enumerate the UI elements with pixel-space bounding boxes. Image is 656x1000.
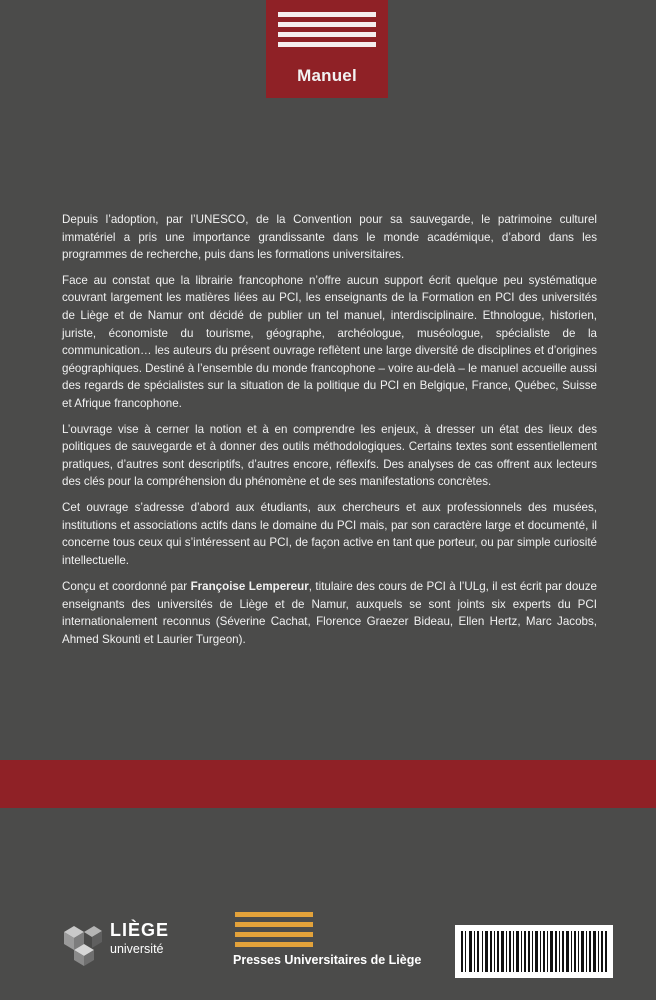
paragraph-4: Cet ouvrage s’adresse d’abord aux étudiants, aux chercheurs et aux professionnels des musées, institutions et associations actifs dans le domaine du PCI mais, par son caractère large et documenté, il concerne tous ceux qui s’intéressent au PCI, de façon active en tant que porteur, ou par simple curiosité intellectuelle. [62, 500, 597, 567]
credits-author: Françoise Lempereur [190, 580, 309, 593]
credits [62, 578, 597, 648]
credits-suffix: , titulaire des cours de PCI à l’ULg, il est écrit par douze enseignants des universités de Liège et de Namur, auxquels se sont joints six experts du PCI internationalement reconnus (Séverine Cachat, Florence Graezer Bideau, Ellen Hertz, Marc Jacobs, Ahmed Skounti et Laurier Turgeon). [62, 580, 597, 646]
publisher-bars-icon [235, 912, 313, 952]
cube-logo-icon [60, 918, 104, 966]
credits-prefix: Conçu et coordonné par [62, 580, 191, 593]
liege-name: LIÈGE [110, 920, 170, 940]
manuel-label [266, 0, 388, 98]
publisher-name: Presses Universitaires de Liège [233, 953, 422, 967]
label-text: Manuel [297, 66, 357, 85]
paragraph-3: L’ouvrage vise à cerner la notion et à en comprendre les enjeux, à dresser un état des lieux des politiques de sauvegarde et à donner des outils méthodologiques. Certains textes sont essentiellement pratiques, d’autres sont descriptifs, d’autres encore, réflexifs. Des analyses de cas offrent aux lecteurs des clés pour la compréhension du phénomène et de ses manifestations concrètes. [62, 422, 597, 489]
blurb [62, 211, 597, 577]
barcode-icon [461, 931, 607, 972]
publisher-logo [233, 912, 433, 972]
label-stripes [278, 12, 376, 52]
liege-universite-text: université [110, 942, 164, 956]
red-band [0, 760, 656, 808]
liege-universite-logo [60, 918, 200, 968]
barcode [455, 925, 613, 978]
paragraph-2: Face au constat que la librairie francophone n’offre aucun support écrit quelque peu systématique couvrant largement les matières liées au PCI, les enseignants de la Formation en PCI des universités de Liège et de Namur ont décidé de publier un tel manuel, interdisciplinaire. Ethnologue, historien, juriste, économiste du tourisme, géographe, archéologue, muséologue, spécialiste de la communication… les auteurs du présent ouvrage reflètent une large diversité de disciplines et d’origines géographiques. Destiné à l’ensemble du monde francophone – voire au-delà – le manuel accueille aussi des regards de spécialistes sur la situation de la politique du PCI en Belgique, France, Québec, Suisse et Afrique francophone. [62, 273, 597, 410]
paragraph-1: Depuis l’adoption, par l’UNESCO, de la Convention pour sa sauvegarde, le patrimoine culturel immatériel a pris une importance grandissante dans le monde académique, d’abord dans les programmes de recherche, puis dans les formations universitaires. [62, 213, 597, 262]
